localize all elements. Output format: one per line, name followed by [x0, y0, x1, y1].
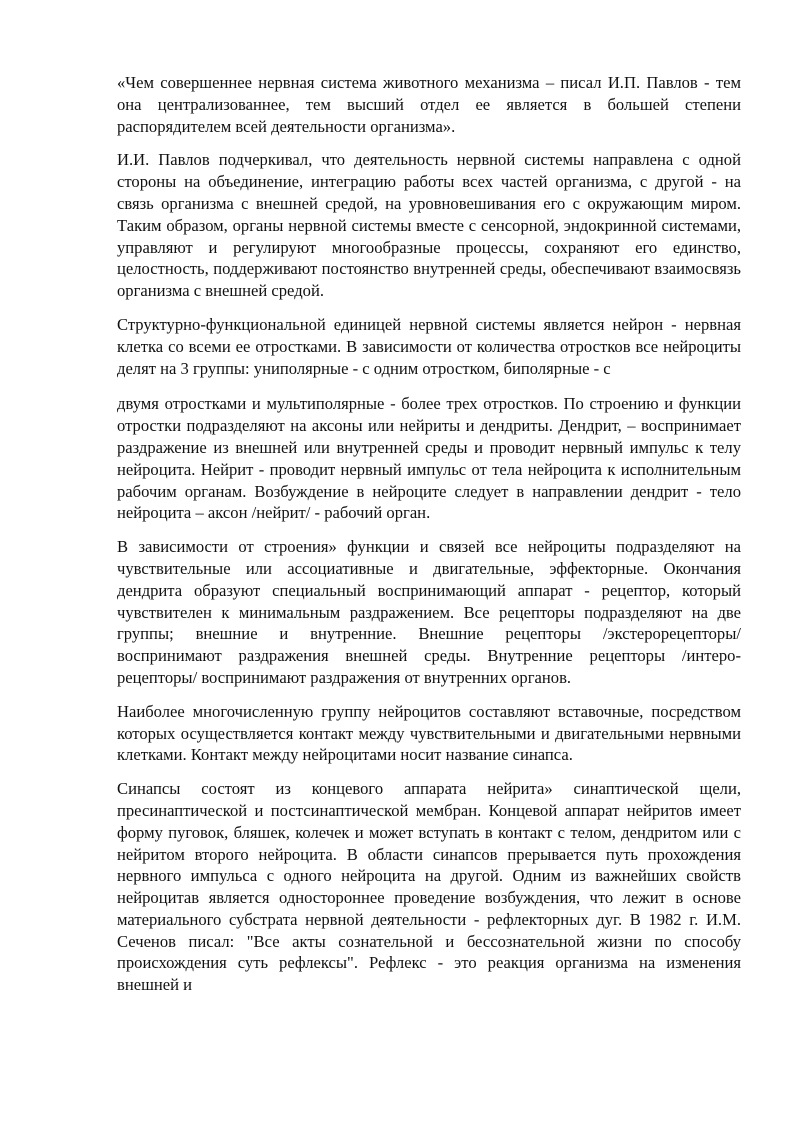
document-page: [117, 72, 746, 1008]
paragraph-processes: двумя отростками и мультиполярные - более трех отростков. По строению и функции отростки подразделяют на аксоны или нейриты и дендриты. Дендрит, – воспринимает раздражение из внешней или внутренней среды и проводит нервный импульс к телу нейроцита. Нейрит - проводит нервный импульс от тела нейроцита к исполнительным рабочим органам. Возбуждение в нейроците следует в направлении дендрит - тело нейроцита – аксон /нейрит/ - рабочий орган.: [117, 394, 746, 523]
paragraph-neuron-classification: В зависимости от строения» функции и связей все нейроциты подразделяют на чувствительные или ассоциативные и двигательные, эффекторные. Окончания дендрита образуют специальный воспринимающий аппарат - рецептор, который чувствителен к минимальным раздражением. Все рецепторы подразделяют на две группы; внешние и внутренние. Внешние рецепторы /экстерорецепторы/ воспринимают раздражения внешней среды. Внутренние рецепторы /интеро-рецепторы/ воспринимают раздражения от внутренних органов.: [117, 537, 746, 687]
paragraph-nervous-system-function: И.И. Павлов подчеркивал, что деятельность нервной системы направлена с одной стороны на объединение, интеграцию работы всех частей организма, с другой - на связь организма с внешней средой, на уровновешивания его с окружающим миром. Таким образом, органы нервной системы вместе с сенсорной, эндокринной системами, управляют и регулируют многообразные процессы, сохраняют его единство, целостность, поддерживают постоянство внутренней среды, обеспечивают взаимосвязь организма с внешней средой.: [117, 150, 746, 301]
paragraph-interneurons: Наиболее многочисленную группу нейроцитов составляют вставочные, посредством которых осуществляется контакт между чувствительными и двигательными нервными клетками. Контакт между нейроцитами носит название синапса.: [117, 701, 746, 765]
paragraph-neuron-structure: Структурно-функциональной единицей нервной системы является нейрон - нервная клетка со всеми ее отростками. В зависимости от количества отростков все нейроциты делят на 3 группы: униполярные - с одним отростком, биполярные - с: [117, 314, 746, 378]
paragraph-synapses: Синапсы состоят из концевого аппарата нейрита» синаптической щели, пресинаптической и постсинаптической мембран. Концевой аппарат нейритов имеет форму пуговок, бляшек, колечек и может вступать в контакт с телом, дендритом или с нейритом второго нейроцита. В области синапсов прерывается путь прохождения нервного импульса с одного нейроцита на другой. Одним из важнейших свойств нейроцитав является одностороннее проведение возбуждения, что лежит в основе материального субстрата нервной деятельности - рефлекторных дуг. В 1982 г. И.М. Сеченов писал: "Все акты сознательной и бессознательной жизни по способу происхождения суть рефлексы". Рефлекс - это реакция организма на изменения внешней и: [117, 779, 746, 995]
paragraph-pavlov-quote: «Чем совершеннее нервная система животного механизма – писал И.П. Павлов - тем она централизованнее, тем высший отдел ее является в большей степени распорядителем всей деятельности организма».: [117, 73, 746, 136]
